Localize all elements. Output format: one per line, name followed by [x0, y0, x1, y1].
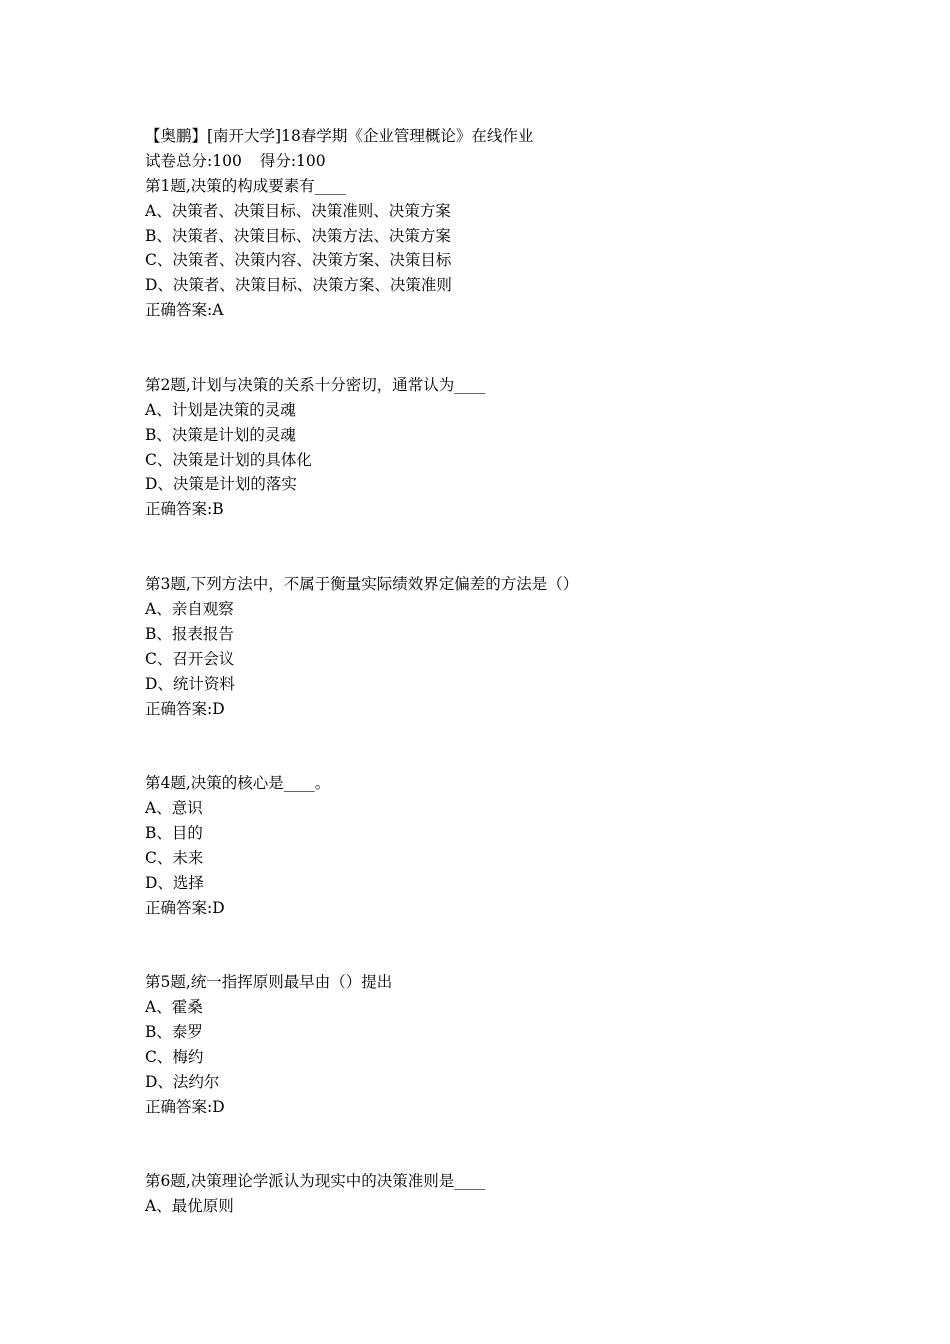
option-b: B、目的 — [145, 823, 203, 842]
question-1 — [145, 174, 845, 323]
question-stem: 第5题,统一指挥原则最早由（）提出 — [145, 973, 393, 992]
correct-answer: 正确答案:D — [145, 898, 225, 917]
question-stem: 第4题,决策的核心是____。 — [145, 774, 331, 793]
document-title: 【奥鹏】[南开大学]18春学期《企业管理概论》在线作业 — [145, 127, 534, 145]
correct-answer: 正确答案:D — [145, 1097, 225, 1116]
option-a: A、决策者、决策目标、决策准则、决策方案 — [145, 201, 451, 220]
option-d: D、选择 — [145, 873, 204, 892]
correct-answer: 正确答案:B — [145, 500, 224, 519]
correct-answer: 正确答案:D — [145, 699, 225, 718]
option-a: A、意识 — [145, 799, 203, 818]
option-d: D、法约尔 — [145, 1072, 220, 1091]
option-c: C、梅约 — [145, 1048, 204, 1067]
option-c: C、决策是计划的具体化 — [145, 450, 312, 469]
question-3 — [145, 572, 845, 721]
option-a: A、霍桑 — [145, 998, 203, 1017]
total-score: 试卷总分:100 — [145, 151, 242, 170]
option-d: D、决策者、决策目标、决策方案、决策准则 — [145, 276, 452, 295]
question-6 — [145, 1169, 845, 1219]
question-5 — [145, 970, 845, 1119]
question-4 — [145, 771, 845, 920]
option-b: B、报表报告 — [145, 624, 234, 643]
option-c: C、召开会议 — [145, 649, 235, 668]
document-body — [145, 124, 845, 1269]
option-b: B、决策是计划的灵魂 — [145, 425, 296, 444]
obtained-score: 得分:100 — [259, 151, 326, 170]
option-a: A、计划是决策的灵魂 — [145, 400, 296, 419]
option-c: C、决策者、决策内容、决策方案、决策目标 — [145, 251, 452, 270]
score-line — [145, 149, 845, 174]
question-stem: 第1题,决策的构成要素有____ — [145, 176, 346, 195]
question-stem: 第6题,决策理论学派认为现实中的决策准则是____ — [145, 1172, 486, 1191]
question-stem: 第2题,计划与决策的关系十分密切，通常认为____ — [145, 375, 486, 394]
option-d: D、决策是计划的落实 — [145, 475, 297, 494]
question-2 — [145, 373, 845, 522]
question-stem: 第3题,下列方法中，不属于衡量实际绩效界定偏差的方法是（） — [145, 575, 579, 594]
correct-answer: 正确答案:A — [145, 301, 224, 320]
option-d: D、统计资料 — [145, 674, 235, 693]
option-b: B、泰罗 — [145, 1023, 203, 1042]
option-c: C、未来 — [145, 848, 204, 867]
option-a: A、最优原则 — [145, 1197, 234, 1216]
option-a: A、亲自观察 — [145, 599, 234, 618]
option-b: B、决策者、决策目标、决策方法、决策方案 — [145, 226, 451, 245]
